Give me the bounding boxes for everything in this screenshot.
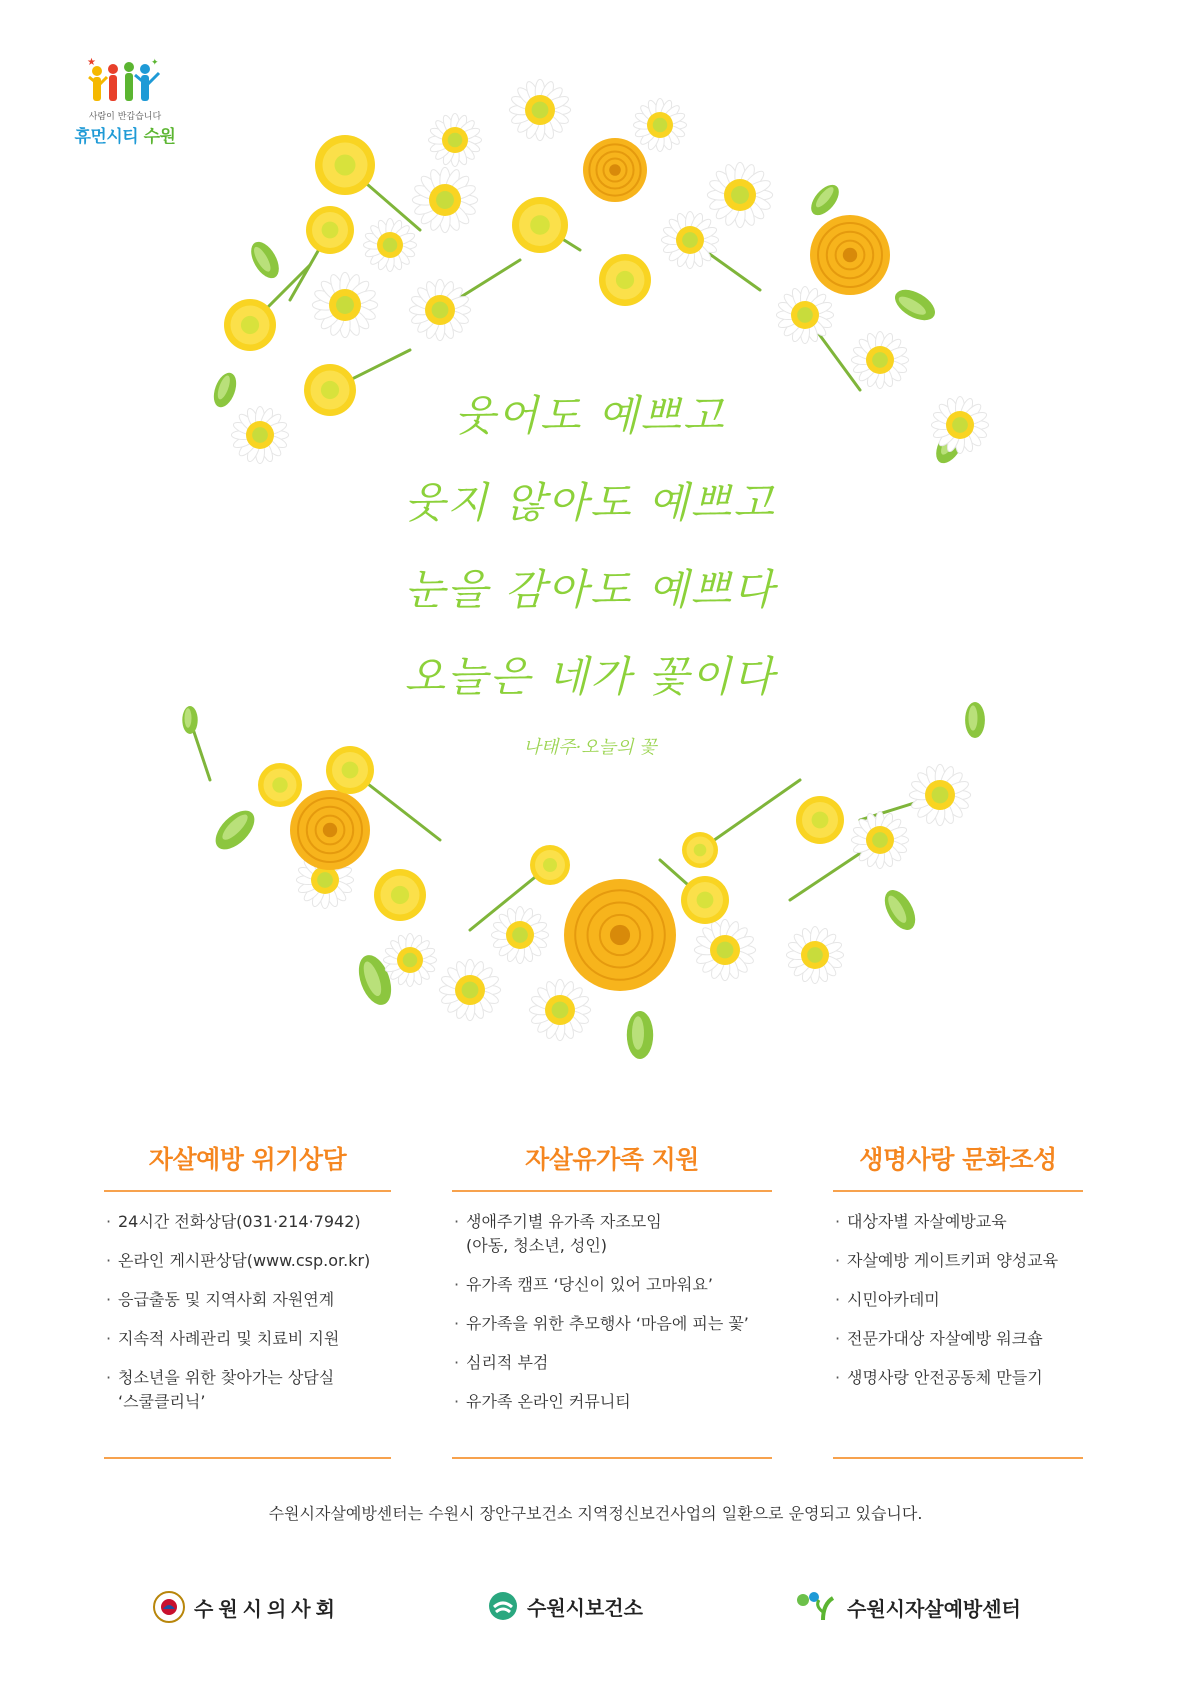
prevention-center-logo (795, 1590, 1021, 1624)
health-center-icon (487, 1590, 519, 1622)
column-title: 자살유가족 지원 (452, 1140, 772, 1192)
footer-logo-text: 수원시자살예방센터 (847, 1596, 1021, 1621)
column-title: 생명사랑 문화조성 (833, 1140, 1083, 1192)
medical-association-logo (152, 1590, 340, 1624)
poem-line-2: 웃지 않아도 예쁘고 (404, 478, 776, 527)
list-item: · 자살예방 게이트키퍼 양성교육 (833, 1249, 1083, 1273)
list-item: · 유가족 캠프 ‘당신이 있어 고마워요’ (452, 1273, 772, 1297)
logo-name-accent: 수원 (143, 127, 176, 147)
footer-logos (0, 1590, 1191, 1630)
list-item: · 지속적 사례관리 및 치료비 지원 (104, 1327, 391, 1351)
list-item: · 시민아카데미 (833, 1288, 1083, 1312)
poem-line-4: 오늘은 네가 꽃이다 (404, 652, 776, 701)
poem (330, 391, 850, 759)
column-divider (104, 1457, 391, 1459)
svg-text:★: ★ (87, 57, 96, 68)
list-item: · 온라인 게시판상담(www.csp.or.kr) (104, 1249, 391, 1273)
sprout-icon (795, 1590, 839, 1624)
column-family-support (452, 1140, 772, 1429)
column-divider (452, 1457, 772, 1459)
list-item: · 24시간 전화상담(031·214·7942) (104, 1210, 391, 1234)
column-divider (833, 1457, 1083, 1459)
column-culture (833, 1140, 1083, 1405)
footer-logo-text: 수원시의사회 (194, 1596, 340, 1621)
service-columns (0, 1140, 1191, 1460)
column-list (452, 1192, 772, 1414)
logo-tagline: 사람이 반갑습니다 (88, 112, 162, 122)
list-item: · 유가족을 위한 추모행사 ‘마음에 피는 꽃’ (452, 1312, 772, 1336)
list-item: · 생명사랑 안전공동체 만들기 (833, 1366, 1083, 1390)
list-item: · 생애주기별 유가족 자조모임 (아동, 청소년, 성인) (452, 1210, 772, 1258)
list-item: · 심리적 부검 (452, 1351, 772, 1375)
poem-author: 나태주·오늘의 꽃 (523, 737, 657, 758)
list-item: · 전문가대상 자살예방 워크숍 (833, 1327, 1083, 1351)
list-item: · 유가족 온라인 커뮤니티 (452, 1390, 772, 1414)
column-list (833, 1192, 1083, 1390)
column-title: 자살예방 위기상담 (104, 1140, 391, 1192)
column-list (104, 1192, 391, 1414)
column-crisis-counseling (104, 1140, 391, 1429)
poem-line-1: 웃어도 예쁘고 (454, 391, 726, 440)
logo-name-main: 휴먼시티 (74, 127, 139, 147)
svg-text:✦: ✦ (151, 58, 159, 68)
operation-note: 수원시자살예방센터는 수원시 장안구보건소 지역정신보건사업의 일환으로 운영되고 있습니다. (268, 1504, 923, 1523)
list-item: · 청소년을 위한 찾아가는 상담실 ‘스쿨클리닉’ (104, 1366, 391, 1414)
health-center-logo (487, 1590, 643, 1622)
list-item: · 응급출동 및 지역사회 자원연계 (104, 1288, 391, 1312)
list-item: · 대상자별 자살예방교육 (833, 1210, 1083, 1234)
footer-logo-text: 수원시보건소 (527, 1595, 643, 1620)
poem-line-3: 눈을 감아도 예쁘다 (404, 565, 776, 614)
seal-icon (152, 1590, 186, 1624)
